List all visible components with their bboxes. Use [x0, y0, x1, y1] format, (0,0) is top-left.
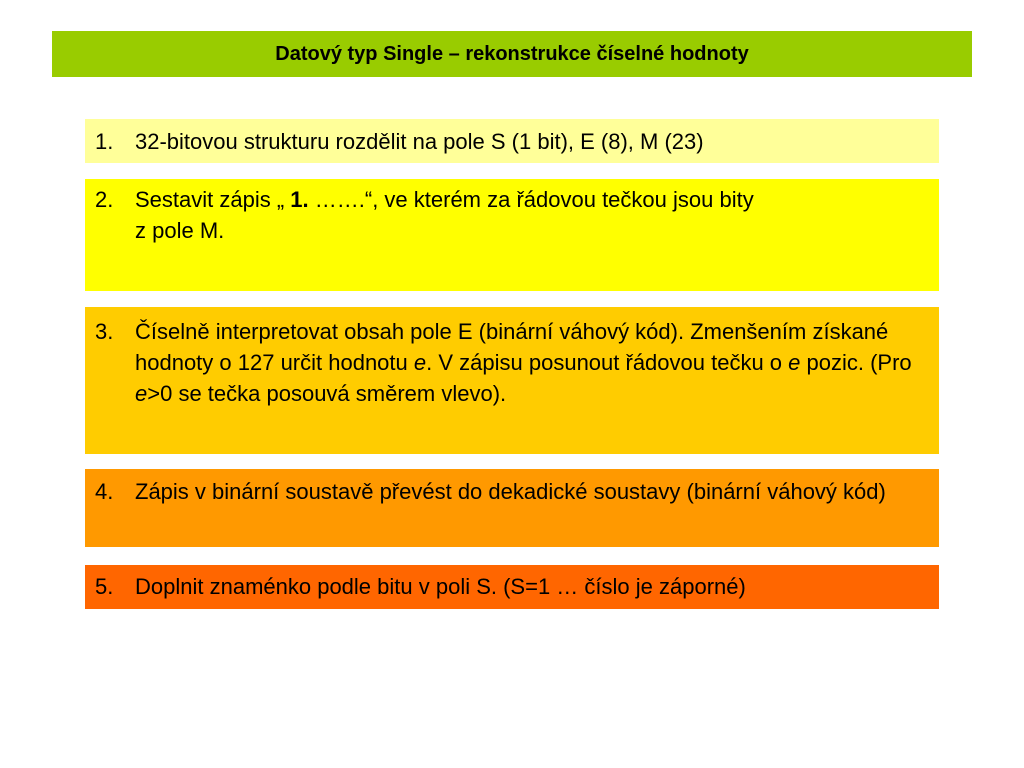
title-bar	[52, 31, 972, 77]
step-4	[85, 469, 939, 547]
text-part: >0 se tečka posouvá směrem vlevo).	[147, 381, 507, 406]
step-number: 1.	[95, 129, 114, 154]
text-part: pozic. (Pro	[800, 350, 912, 375]
step-text: Doplnit znaménko podle bitu v poli S. (S=1 … číslo je záporné)	[135, 574, 746, 599]
step-text: Zápis v binární soustavě převést do dekadické soustavy (binární váhový kód)	[135, 479, 886, 504]
step-number: 2.	[95, 187, 114, 212]
step-2	[85, 179, 939, 291]
step-number: 3.	[95, 319, 114, 344]
step-1	[85, 119, 939, 163]
text-italic-part: e	[788, 350, 801, 375]
step-number: 5.	[95, 574, 114, 599]
text-part: Číselně interpretovat obsah pole E (binární váhový kód). Zmenšením získané hodnoty o 127 určit hodnotu	[135, 319, 889, 375]
text-part: …….“, ve kterém za řádovou tečkou jsou bity	[308, 187, 754, 212]
step-text	[135, 184, 925, 291]
text-italic-part: e	[413, 350, 427, 375]
text-part: Sestavit zápis „	[135, 187, 291, 212]
text-part: . V zápisu posunout řádovou tečku o	[426, 350, 789, 375]
text-bold-part: 1.	[290, 187, 309, 212]
text-italic-part: e	[135, 381, 148, 406]
step-text	[135, 316, 925, 454]
step-text: 32-bitovou strukturu rozdělit na pole S (1 bit), E (8), M (23)	[135, 129, 704, 154]
slide-title: Datový typ Single – rekonstrukce číselné hodnoty	[275, 42, 749, 65]
text-part: z pole M.	[135, 218, 225, 243]
step-number: 4.	[95, 479, 114, 504]
step-3	[85, 307, 939, 454]
step-5	[85, 565, 939, 609]
